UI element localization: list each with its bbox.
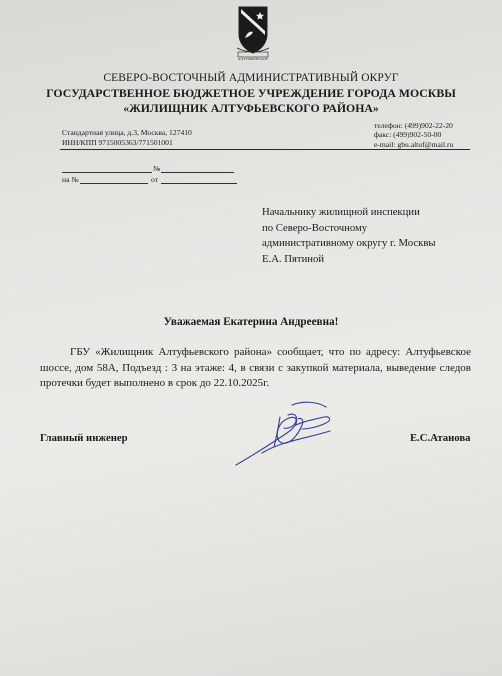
signatory-title: Главный инженер [40, 432, 128, 444]
incoming-date-blank [161, 183, 237, 184]
addressee-block [262, 205, 436, 267]
organization-name: «ЖИЛИЩНИК АЛТУФЬЕВСКОГО РАЙОНА» [123, 101, 379, 115]
incoming-number-label: на № [62, 175, 79, 184]
coat-of-arms-icon [236, 4, 270, 58]
institution-name: ГОСУДАРСТВЕННОЕ БЮДЖЕТНОЕ УЧРЕЖДЕНИЕ ГОРОДА МОСКВЫ [46, 86, 456, 100]
addressee-line: Начальнику жилищной инспекции [262, 206, 420, 218]
letter-greeting: Уважаемая Екатерина Андреевна! [163, 316, 339, 328]
addressee-line: административному округу г. Москвы [262, 237, 436, 249]
org-phone: телефон: (499)902-22-20 [374, 121, 453, 130]
addressee-line: по Северо-Восточному [262, 221, 368, 234]
incoming-date-label: от [151, 175, 159, 184]
emblem-caption: АЛТУФЬЕВСКОЕ [237, 57, 269, 61]
org-email: e-mail: gbu.altuf@mail.ru [374, 140, 454, 149]
header-divider [60, 149, 470, 150]
letter-body: ГБУ «Жилищник Алтуфьевского района» сообщает, что по адресу: Алтуфьевское шоссе, дом 58А, Подъезд : 3 на этаже: 4, в связи с закупкой материала, выведение следов протечки будет выполнено в срок до 22.10.2025г. [40, 346, 471, 389]
outgoing-number-blank [161, 172, 234, 173]
district-name: СЕВЕРО-ВОСТОЧНЫЙ АДМИНИСТРАТИВНЫЙ ОКРУГ [103, 72, 399, 84]
outgoing-date-blank [62, 172, 152, 173]
org-inn-kpp: ИНН/КПП 9715005363/771501001 [62, 138, 173, 147]
incoming-number-blank [80, 183, 148, 184]
signatory-name: Е.С.Атанова [410, 432, 471, 444]
outgoing-number-label: № [153, 164, 161, 173]
handwritten-signature-icon [232, 395, 342, 470]
org-fax: факс: (499)902-50-00 [374, 130, 442, 139]
addressee-line: Е.А. Пятиной [262, 252, 325, 265]
org-address: Стандартная улица, д.3, Москва, 127410 [62, 128, 192, 137]
